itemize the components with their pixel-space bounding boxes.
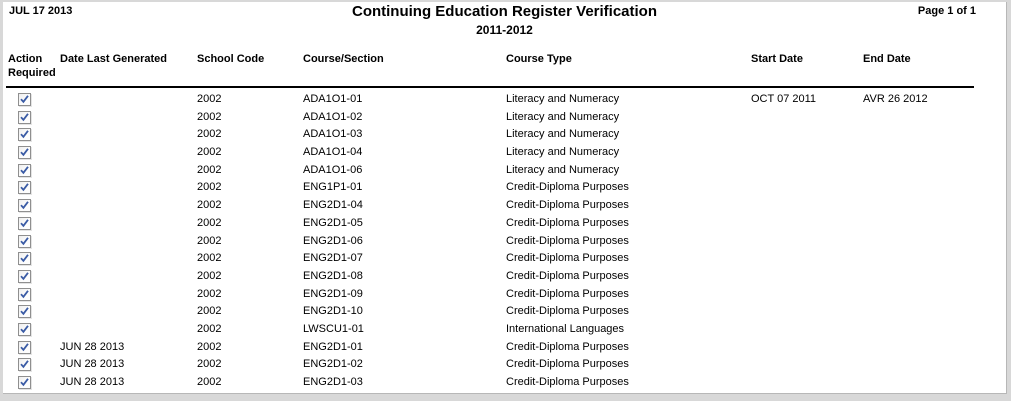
checkmark-icon xyxy=(19,253,30,264)
cell-school-code: 2002 xyxy=(197,305,222,318)
action-required-checkbox[interactable] xyxy=(18,199,31,212)
checkmark-icon xyxy=(19,271,30,282)
cell-school-code: 2002 xyxy=(197,376,222,388)
checkmark-icon xyxy=(19,289,30,300)
checkmark-icon xyxy=(19,377,30,388)
column-header-end-date: End Date xyxy=(863,53,911,65)
cell-school-code: 2002 xyxy=(197,216,222,229)
cell-course-type: Literacy and Numeracy xyxy=(506,110,620,123)
action-required-checkbox[interactable] xyxy=(18,358,31,371)
table-row xyxy=(3,233,1006,251)
cell-school-code: 2002 xyxy=(197,358,222,371)
cell-course-section: ADA1O1-01 xyxy=(303,93,363,105)
cell-course-section: ENG1P1-01 xyxy=(303,181,363,194)
column-header-course-type: Course Type xyxy=(506,53,572,65)
header-separator-line xyxy=(6,86,974,88)
cell-date-last-generated: JUN 28 2013 xyxy=(60,358,125,371)
cell-course-type: Literacy and Numeracy xyxy=(506,163,620,176)
cell-course-section: ENG2D1-09 xyxy=(303,287,363,300)
cell-school-code: 2002 xyxy=(197,234,222,247)
table-row xyxy=(3,250,1006,268)
action-required-checkbox[interactable] xyxy=(18,128,31,141)
checkmark-icon xyxy=(19,147,30,158)
cell-course-type: Credit-Diploma Purposes xyxy=(506,216,629,229)
table-row xyxy=(3,162,1006,180)
column-header-course-section: Course/Section xyxy=(303,53,384,65)
table-row xyxy=(3,339,1006,357)
cell-course-section: ENG2D1-06 xyxy=(303,234,363,247)
column-header-school-code: School Code xyxy=(197,53,265,65)
action-required-checkbox[interactable] xyxy=(18,252,31,265)
checkmark-icon xyxy=(19,112,30,123)
cell-course-section: ADA1O1-02 xyxy=(303,110,363,123)
cell-course-type: Credit-Diploma Purposes xyxy=(506,305,629,318)
cell-school-code: 2002 xyxy=(197,287,222,300)
cell-school-code: 2002 xyxy=(197,269,222,282)
action-required-checkbox[interactable] xyxy=(18,323,31,336)
cell-school-code: 2002 xyxy=(197,163,222,176)
cell-course-type: Credit-Diploma Purposes xyxy=(506,252,629,265)
table-row xyxy=(3,126,1006,144)
cell-school-code: 2002 xyxy=(197,110,222,123)
table-row xyxy=(3,91,1006,109)
checkmark-icon xyxy=(19,236,30,247)
cell-course-type: Credit-Diploma Purposes xyxy=(506,234,629,247)
table-row xyxy=(3,374,1006,392)
cell-course-type: Credit-Diploma Purposes xyxy=(506,340,629,353)
cell-course-section: ENG2D1-04 xyxy=(303,199,363,212)
cell-course-type: Literacy and Numeracy xyxy=(506,93,620,105)
table-body xyxy=(3,91,1006,392)
cell-course-section: ENG2D1-02 xyxy=(303,358,363,371)
cell-course-section: ADA1O1-03 xyxy=(303,128,363,141)
cell-course-type: International Languages xyxy=(506,322,625,335)
action-required-checkbox[interactable] xyxy=(18,376,31,389)
checkmark-icon xyxy=(19,200,30,211)
table-row xyxy=(3,268,1006,286)
action-required-checkbox[interactable] xyxy=(18,146,31,159)
cell-course-type: Credit-Diploma Purposes xyxy=(506,376,629,388)
checkmark-icon xyxy=(19,218,30,229)
cell-course-section: ENG2D1-03 xyxy=(303,376,363,388)
cell-school-code: 2002 xyxy=(197,128,222,141)
action-required-checkbox[interactable] xyxy=(18,181,31,194)
column-header-required: Required xyxy=(8,67,56,79)
cell-start-date: OCT 07 2011 xyxy=(751,93,817,105)
cell-course-section: ENG2D1-07 xyxy=(303,252,363,265)
page-subtitle: 2011-2012 xyxy=(476,23,533,37)
column-header-action: Action xyxy=(8,53,43,65)
cell-course-type: Literacy and Numeracy xyxy=(506,146,620,159)
report-run-date: JUL 17 2013 xyxy=(9,5,73,17)
cell-course-type: Credit-Diploma Purposes xyxy=(506,269,629,282)
cell-date-last-generated: JUN 28 2013 xyxy=(60,340,125,353)
action-required-checkbox[interactable] xyxy=(18,111,31,124)
checkmark-icon xyxy=(19,94,30,105)
checkmark-icon xyxy=(19,306,30,317)
page-title: Continuing Education Register Verification xyxy=(351,3,658,20)
cell-school-code: 2002 xyxy=(197,181,222,194)
table-row xyxy=(3,144,1006,162)
checkmark-icon xyxy=(19,182,30,193)
cell-course-section: ADA1O1-04 xyxy=(303,146,363,159)
table-row xyxy=(3,356,1006,374)
table-row xyxy=(3,109,1006,127)
action-required-checkbox[interactable] xyxy=(18,235,31,248)
action-required-checkbox[interactable] xyxy=(18,341,31,354)
column-header-date-last-generated: Date Last Generated xyxy=(60,53,167,65)
action-required-checkbox[interactable] xyxy=(18,217,31,230)
cell-school-code: 2002 xyxy=(197,252,222,265)
table-row xyxy=(3,215,1006,233)
table-row xyxy=(3,303,1006,321)
checkmark-icon xyxy=(19,165,30,176)
cell-course-section: ENG2D1-10 xyxy=(303,305,363,318)
action-required-checkbox[interactable] xyxy=(18,164,31,177)
cell-school-code: 2002 xyxy=(197,93,222,105)
cell-course-section: ADA1O1-06 xyxy=(303,163,363,176)
cell-course-type: Literacy and Numeracy xyxy=(506,128,620,141)
cell-school-code: 2002 xyxy=(197,199,222,212)
checkmark-icon xyxy=(19,359,30,370)
cell-course-type: Credit-Diploma Purposes xyxy=(506,287,629,300)
cell-course-type: Credit-Diploma Purposes xyxy=(506,199,629,212)
action-required-checkbox[interactable] xyxy=(18,305,31,318)
cell-course-type: Credit-Diploma Purposes xyxy=(506,358,629,371)
cell-course-section: ENG2D1-08 xyxy=(303,269,363,282)
cell-end-date: AVR 26 2012 xyxy=(863,93,928,105)
action-required-checkbox[interactable] xyxy=(18,270,31,283)
table-row xyxy=(3,197,1006,215)
table-row xyxy=(3,321,1006,339)
cell-course-section: LWSCU1-01 xyxy=(303,322,364,335)
action-required-checkbox[interactable] xyxy=(18,93,31,106)
checkmark-icon xyxy=(19,129,30,140)
cell-school-code: 2002 xyxy=(197,146,222,159)
action-required-checkbox[interactable] xyxy=(18,288,31,301)
table-row xyxy=(3,179,1006,197)
cell-date-last-generated: JUN 28 2013 xyxy=(60,376,125,388)
cell-course-section: ENG2D1-01 xyxy=(303,340,363,353)
cell-course-type: Credit-Diploma Purposes xyxy=(506,181,629,194)
checkmark-icon xyxy=(19,324,30,335)
column-header-start-date: Start Date xyxy=(751,53,803,65)
report-page xyxy=(3,2,1007,394)
cell-school-code: 2002 xyxy=(197,340,222,353)
cell-school-code: 2002 xyxy=(197,322,222,335)
page-number: Page 1 of 1 xyxy=(917,5,976,17)
cell-course-section: ENG2D1-05 xyxy=(303,216,363,229)
table-row xyxy=(3,286,1006,304)
checkmark-icon xyxy=(19,342,30,353)
